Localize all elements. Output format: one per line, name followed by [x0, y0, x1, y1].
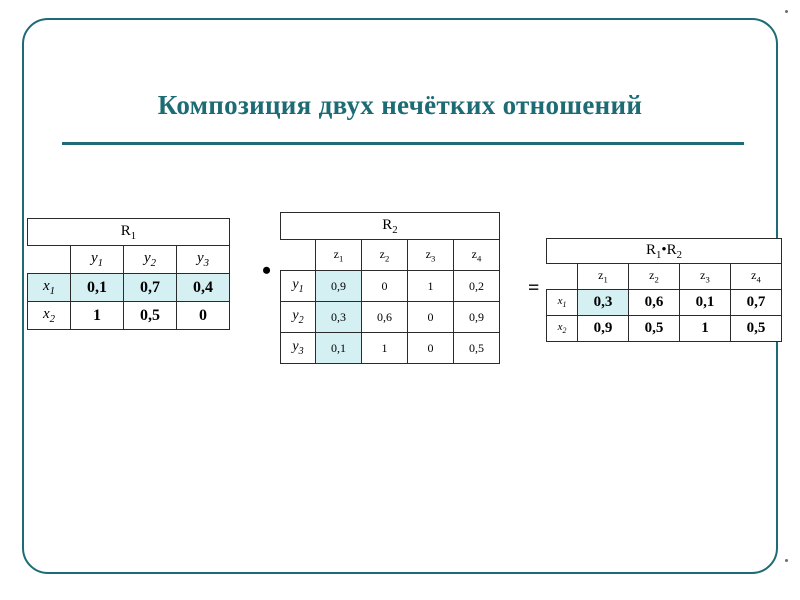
- cell-r2-1-3: 0,9: [454, 302, 500, 333]
- cell-r2-1-1: 0,6: [362, 302, 408, 333]
- header-subscript: 1: [49, 285, 56, 297]
- column-header-y3: [177, 246, 230, 274]
- header-subscript: 3: [431, 253, 436, 264]
- caption-base: R: [120, 222, 131, 239]
- caption-operator: •: [661, 241, 667, 258]
- row-header-y2: [281, 302, 316, 333]
- row-header-y3: [281, 333, 316, 364]
- table-row: [547, 290, 782, 316]
- header-base: z: [425, 246, 431, 261]
- cell-r2-0-0: 0,9: [316, 271, 362, 302]
- header-subscript: 2: [49, 313, 56, 325]
- cell-result-0-0: 0,3: [578, 290, 629, 316]
- header-base: z: [649, 268, 655, 283]
- corner-cell: [281, 240, 316, 271]
- header-subscript: 1: [339, 253, 344, 264]
- caption-base-2: R: [666, 241, 677, 258]
- header-subscript: 2: [298, 314, 304, 326]
- composition-operator: •: [262, 256, 272, 285]
- row-header-x1: [547, 290, 578, 316]
- cell-result-0-2: 0,1: [680, 290, 731, 316]
- cell-result-1-3: 0,5: [731, 316, 782, 342]
- matrix-r2: [280, 212, 500, 364]
- cell-r2-2-1: 1: [362, 333, 408, 364]
- caption-subscript-2: 2: [676, 248, 683, 261]
- header-base: x: [557, 321, 563, 334]
- cell-r1-1-1: 0,5: [124, 302, 177, 330]
- header-base: z: [751, 268, 757, 283]
- cell-r2-1-2: 0: [408, 302, 454, 333]
- caption-base: R: [382, 216, 393, 233]
- header-base: z: [379, 246, 385, 261]
- column-header-z1: [578, 264, 629, 290]
- cell-r2-1-0: 0,3: [316, 302, 362, 333]
- cell-result-0-3: 0,7: [731, 290, 782, 316]
- cell-r1-0-0: 0,1: [71, 274, 124, 302]
- header-base: y: [292, 277, 299, 293]
- column-header-z2: [629, 264, 680, 290]
- header-base: z: [333, 246, 339, 261]
- header-base: z: [471, 246, 477, 261]
- header-subscript: 1: [97, 257, 104, 269]
- header-base: y: [292, 308, 299, 324]
- cell-r2-2-0: 0,1: [316, 333, 362, 364]
- table-row: [281, 213, 500, 240]
- cell-r2-2-2: 0: [408, 333, 454, 364]
- row-header-x2: [28, 302, 71, 330]
- equals-operator: =: [528, 277, 540, 299]
- matrix-result: [546, 238, 782, 342]
- matrix-r2-caption: [281, 213, 500, 240]
- table-row: [28, 246, 230, 274]
- table-row: [547, 264, 782, 290]
- header-subscript: 1: [562, 300, 567, 310]
- header-base: z: [598, 268, 604, 283]
- cell-r2-0-2: 1: [408, 271, 454, 302]
- table-row: [28, 274, 230, 302]
- page-title: Композиция двух нечётких отношений: [157, 90, 643, 120]
- column-header-z1: [316, 240, 362, 271]
- table-row: [281, 271, 500, 302]
- header-base: x: [42, 278, 50, 294]
- header-base: y: [292, 339, 299, 355]
- header-subscript: 1: [298, 283, 304, 295]
- column-header-z3: [680, 264, 731, 290]
- corner-dot-top-right: [785, 10, 788, 13]
- row-header-y1: [281, 271, 316, 302]
- column-header-z4: [454, 240, 500, 271]
- caption-subscript: 2: [392, 223, 398, 236]
- header-subscript: 2: [150, 257, 157, 269]
- title-underline: [62, 142, 744, 145]
- header-subscript: 2: [562, 326, 567, 336]
- corner-dot-bottom-right: [785, 559, 788, 562]
- table-row: [281, 302, 500, 333]
- cell-r1-1-2: 0: [177, 302, 230, 330]
- table-row: [281, 240, 500, 271]
- caption-subscript: 1: [655, 248, 662, 261]
- header-subscript: 4: [477, 253, 482, 264]
- header-subscript: 3: [298, 345, 304, 357]
- table-row: [281, 333, 500, 364]
- header-base: z: [700, 268, 706, 283]
- corner-cell: [547, 264, 578, 290]
- cell-r2-0-3: 0,2: [454, 271, 500, 302]
- matrix-r1: [27, 218, 230, 330]
- row-header-x2: [547, 316, 578, 342]
- row-header-x1: [28, 274, 71, 302]
- column-header-z2: [362, 240, 408, 271]
- header-base: y: [143, 250, 151, 266]
- corner-cell: [28, 246, 71, 274]
- cell-r2-0-1: 0: [362, 271, 408, 302]
- column-header-y1: [71, 246, 124, 274]
- header-base: x: [557, 295, 563, 308]
- column-header-z4: [731, 264, 782, 290]
- caption-subscript: 1: [130, 229, 137, 242]
- cell-result-1-0: 0,9: [578, 316, 629, 342]
- table-row: [28, 219, 230, 246]
- table-row: [547, 316, 782, 342]
- table-row: [28, 302, 230, 330]
- column-header-z3: [408, 240, 454, 271]
- table-row: [547, 239, 782, 264]
- header-base: y: [196, 250, 204, 266]
- header-subscript: 3: [203, 257, 210, 269]
- header-subscript: 3: [705, 274, 710, 285]
- cell-r1-0-2: 0,4: [177, 274, 230, 302]
- matrix-r1-caption: [28, 219, 230, 246]
- header-subscript: 4: [756, 274, 761, 285]
- header-subscript: 2: [385, 253, 390, 264]
- header-base: x: [42, 306, 50, 322]
- cell-result-1-2: 1: [680, 316, 731, 342]
- cell-r1-1-0: 1: [71, 302, 124, 330]
- header-base: y: [90, 250, 98, 266]
- matrix-result-caption: [547, 239, 782, 264]
- cell-result-1-1: 0,5: [629, 316, 680, 342]
- column-header-y2: [124, 246, 177, 274]
- header-subscript: 2: [654, 274, 659, 285]
- cell-r2-2-3: 0,5: [454, 333, 500, 364]
- cell-result-0-1: 0,6: [629, 290, 680, 316]
- caption-base: R: [645, 241, 656, 258]
- header-subscript: 1: [603, 274, 608, 285]
- cell-r1-0-1: 0,7: [124, 274, 177, 302]
